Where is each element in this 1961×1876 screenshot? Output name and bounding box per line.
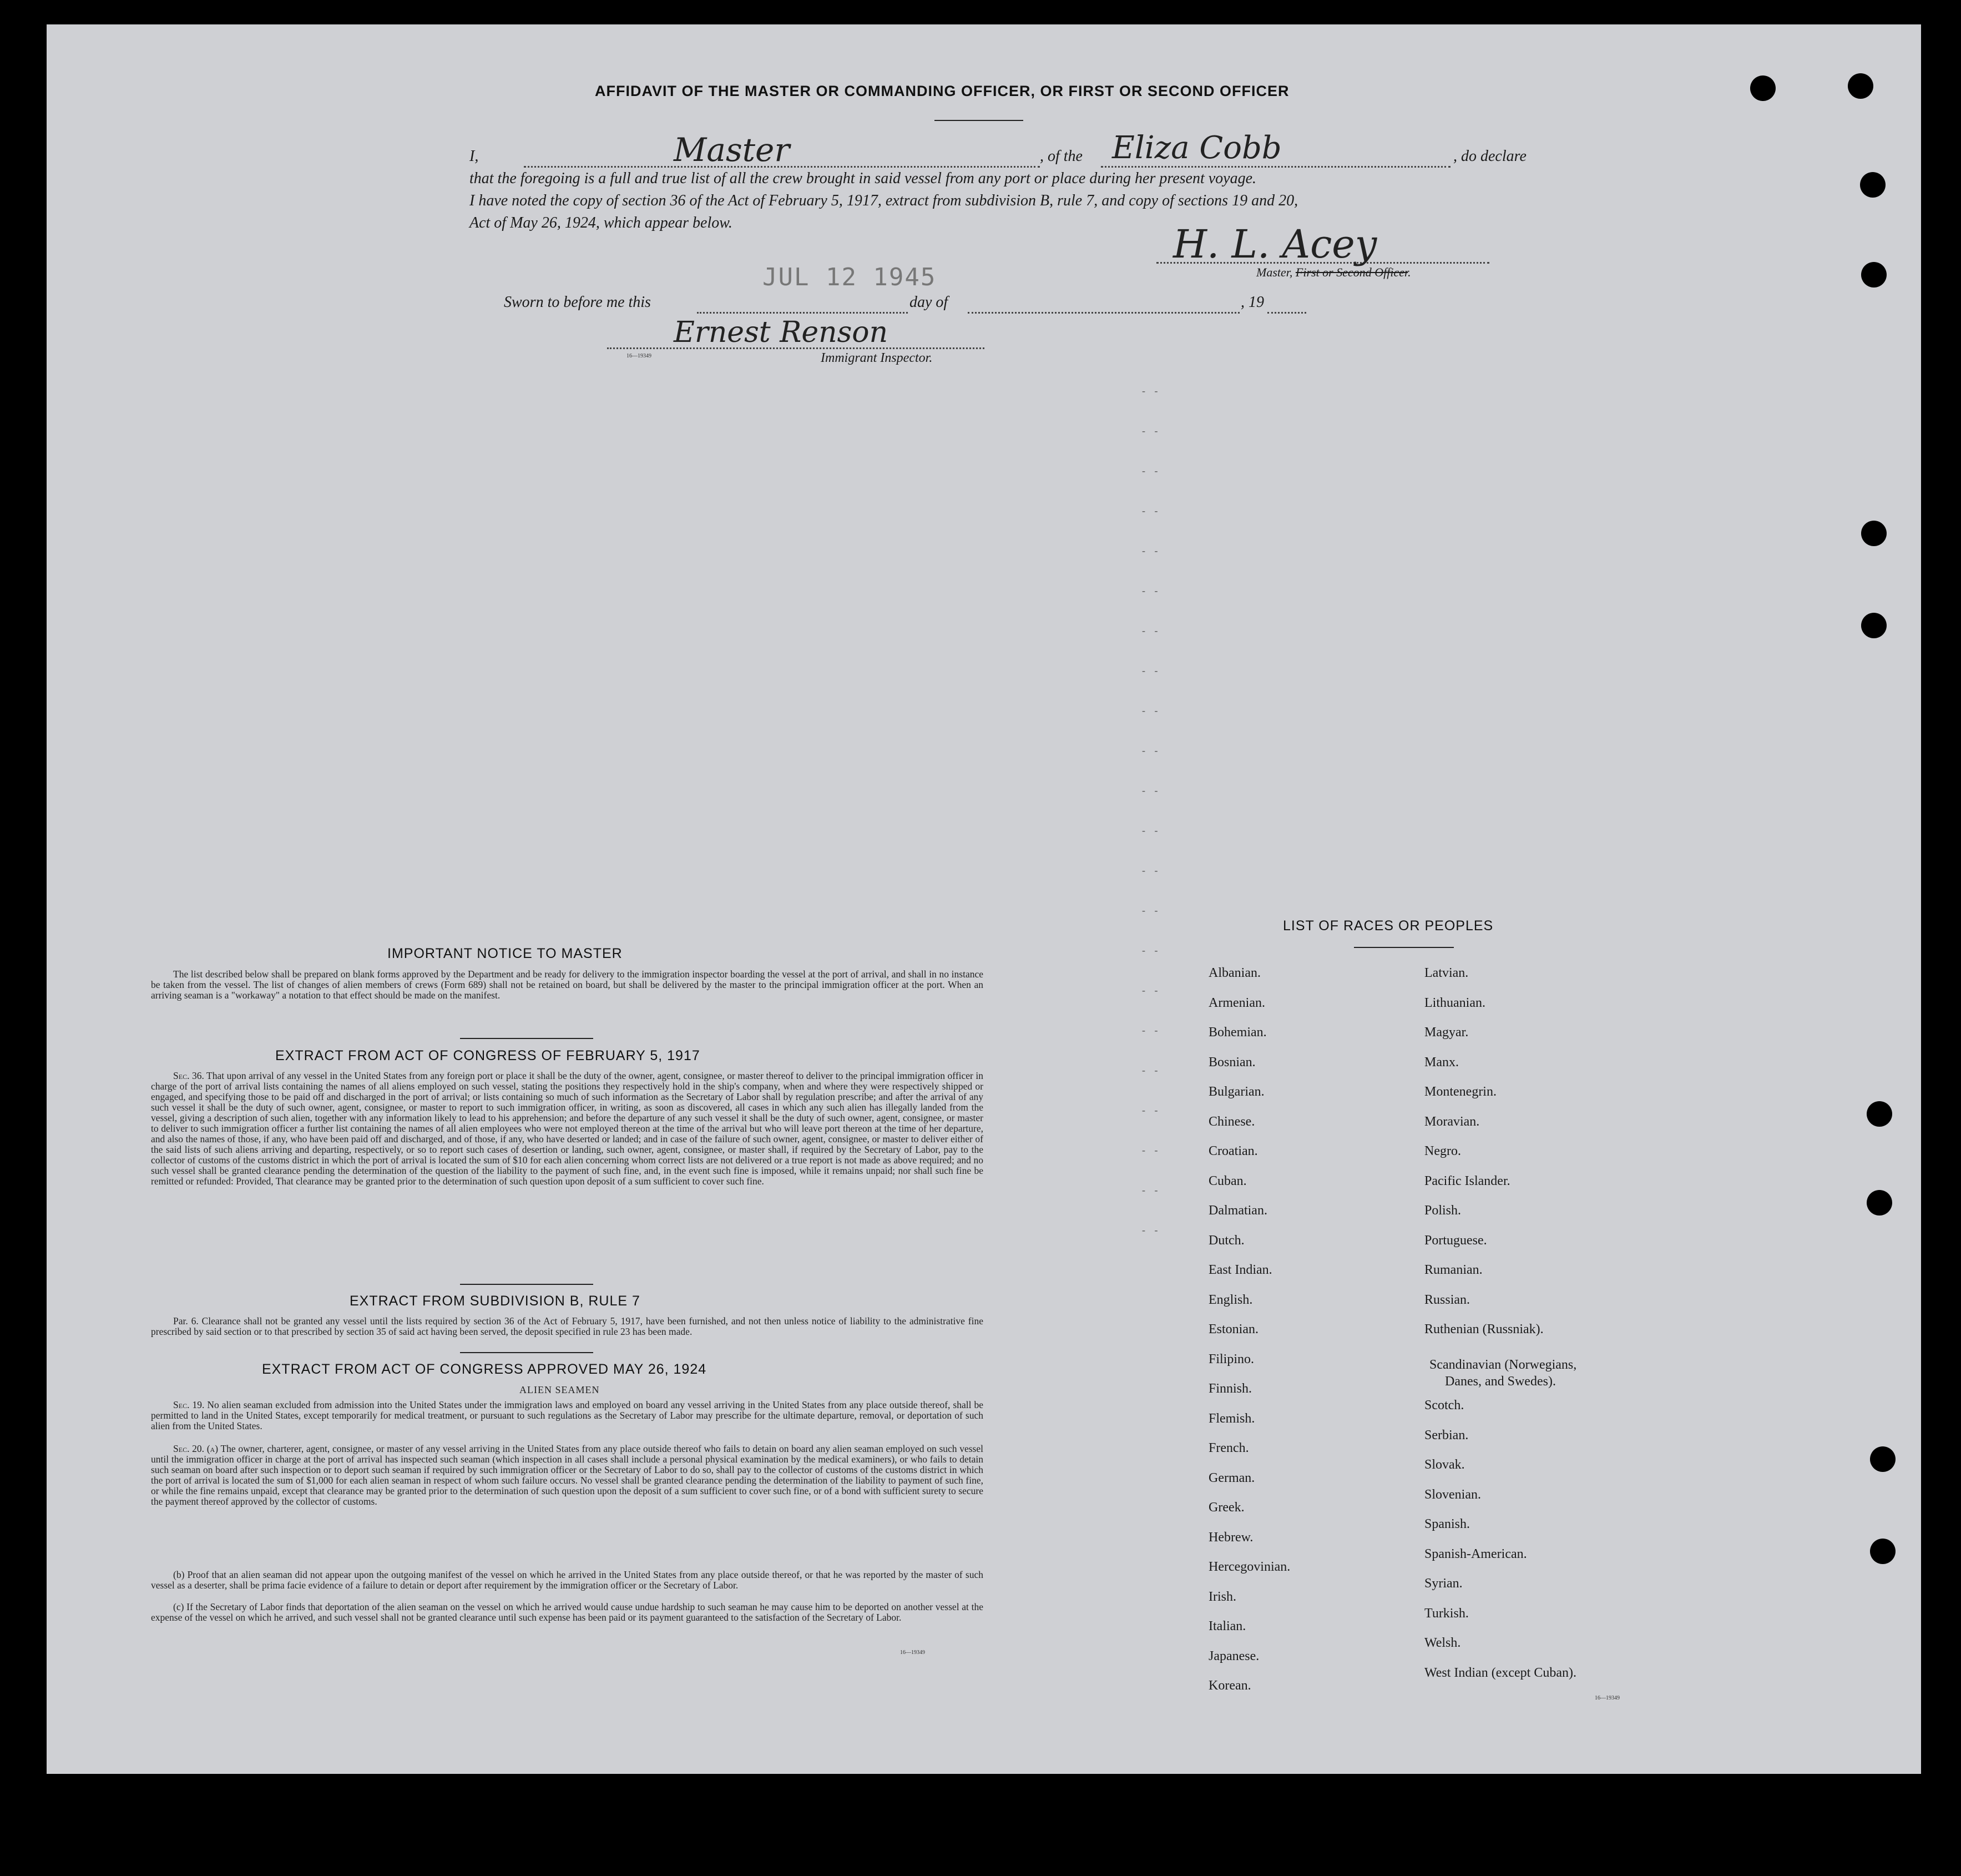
tick-mark: - - [1142,1224,1161,1235]
affidavit-line4: Act of May 26, 1924, which appear below. [469,214,732,231]
race-item: Portuguese. [1424,1233,1487,1248]
form-number: 16—19349 [1595,1695,1620,1701]
race-item: Scotch. [1424,1398,1464,1413]
races-title: LIST OF RACES OR PEOPLES [1283,918,1494,934]
tick-mark: - - [1142,1184,1161,1196]
affidavit-prefix: I, [469,148,479,165]
sec-20-label: Sec. 20. (a) [173,1443,219,1454]
sec-19-label: Sec. 19. [173,1399,205,1410]
tick-mark: - - [1142,745,1161,756]
tick-mark: - - [1142,385,1161,396]
race-item: East Indian. [1209,1263,1272,1277]
form-number: 16—19349 [626,353,651,359]
year-line [1267,312,1306,314]
race-item: Cuban. [1209,1173,1247,1188]
sec-20b: (b) Proof that an alien seaman did not appear upon the outgoing manifest of the vessel on which he arrived in the United States from any place outside thereof, or that he was reported by the master of such vessel as a deserter, shall be prima facie evidence of a failure to detain or deport after requirement by the immigration officer or the Secretary of Labor. [151,1569,983,1591]
race-item: Flemish. [1209,1411,1255,1426]
extract-1917-text [151,1071,983,1187]
of-the-label: , of the [1040,148,1083,165]
race-item: Magyar. [1424,1025,1469,1040]
race-item: Lithuanian. [1424,995,1485,1010]
notice-title: IMPORTANT NOTICE TO MASTER [387,946,623,961]
race-item: Korean. [1209,1678,1251,1693]
signer-title [1256,265,1411,280]
tick-mark: - - [1142,905,1161,916]
race-item: Manx. [1424,1055,1459,1070]
race-item: Scandinavian (Norwegians, [1429,1357,1577,1372]
inspector-handwritten: Ernest Renson [674,316,888,349]
race-item: Filipino. [1209,1351,1255,1366]
affidavit-title: AFFIDAVIT OF THE MASTER OR COMMANDING OFFICER, OR FIRST OR SECOND OFFICER [595,83,1290,99]
declare-label: , do declare [1453,148,1527,165]
tick-mark: - - [1142,945,1161,956]
sec-20a-body: The owner, charterer, agent, consignee, or master of any vessel arriving in the United States from any place outside thereof who fails to detain on board any alien seaman employed on such vessel until the immigration officer in charge at the port of arrival has inspected such seaman (which inspection in all cases shall include a personal physical examination by the medical examiners), or who fails to detain such seaman on board after such inspection or to deport such seaman if required by such immigration officer or the Secretary of Labor to do so, shall pay to the collector of customs of the customs district in which the port of arrival is located the sum of $1,000 for each alien seaman in respect of whom such failure occurs. No vessel shall be granted clearance pending the determination of the liability to payment of such fine, or while the fine remains unpaid, except that clearance may be granted prior to the determination of such question upon the deposit of a sum sufficient to cover such fine, or of a bond with sufficient surety to secure the payment thereof approved by the collector of customs. [151,1443,984,1507]
race-item: Negro. [1424,1144,1461,1158]
divider [460,1038,593,1039]
affidavit-line2: that the foregoing is a full and true list of all the crew brought in said vessel from any port or place during her present voyage. [469,170,1257,187]
race-item: Serbian. [1424,1428,1469,1443]
inspector-title: Immigrant Inspector. [821,351,933,365]
race-item: German. [1209,1470,1255,1485]
alien-seamen-subtitle: ALIEN SEAMEN [519,1384,600,1395]
divider [934,120,1023,121]
race-item: Turkish. [1424,1606,1469,1621]
binder-hole [1867,1101,1892,1127]
signer-title-prefix: Master, [1256,265,1293,279]
tick-mark: - - [1142,425,1161,436]
binder-hole [1848,73,1873,99]
sec-20c: (c) If the Secretary of Labor finds that deportation of the alien seaman on the vessel on which he arrived would cause undue hardship to such seaman he may cause him to be deported on another vessel at the expense of the vessel on which he arrived, and such vessel shall not be granted clearance until such expense has been paid or its payment guaranteed to the satisfaction of the Secretary of Labor. [151,1601,983,1623]
race-item: Welsh. [1424,1636,1461,1650]
race-item: Greek. [1209,1500,1245,1515]
race-item: Bulgarian. [1209,1085,1265,1099]
binder-hole [1861,613,1887,638]
race-item: Russian. [1424,1292,1470,1307]
race-item: Finnish. [1209,1381,1252,1396]
sworn-day-line [697,312,908,314]
race-item: Croatian. [1209,1144,1258,1158]
race-item: Bosnian. [1209,1055,1256,1070]
race-item: West Indian (except Cuban). [1424,1665,1576,1680]
sec-36-body: That upon arrival of any vessel in the United States from any foreign port or place it shall be the duty of the owner, agent, consignee, or master thereof to deliver to the principal immigration officer in charge of the port of arrival lists containing the names of all aliens employed on such vessel, stating the positions they respectively hold in the ship's company, when and where they were respectively shipped or engaged, and specifying those to be paid off and discharged in the port of arrival; or lists containing so much of such information as the Secretary of Labor shall by regulation prescribe; and after the arrival of any such vessel it shall be the duty of such owner, agent, consignee, or master to report to such immigration officer, in writing, as soon as discovered, all cases in which any such alien has illegally landed from the vessel, giving a description of such alien, together with any information likely to lead to his apprehension; and before the departure of any such vessel it shall be the duty of such owner, agent, consignee, or master to deliver to such immigration officer a further list containing the names of all alien employees who were not employed thereon at the time of the arrival but who will leave port thereon at the time of her departure, and also the names of those, if any, who have been paid off and discharged, and of those, if any, who have deserted or landed; and in case of the failure of such owner, agent, consignee, or master to deliver either of the said lists of such aliens arriving and departing, respectively, or so to report such cases of desertion or landing, such owner, agent, consignee, or master shall, if required by the Secretary of Labor, pay to the collector of customs of the customs district in which the port of arrival is located the sum of $10 for each alien concerning whom correct lists are not delivered or a true report is not made as above required; and no such vessel shall be granted clearance pending the determination of the question of the liability to the payment of such fine, and, in the event such fine is imposed, while it remains unpaid; nor shall such fine be remitted or refunded: Provided, That clearance may be granted prior to the determination of such question upon deposit of a sum sufficient to cover such fine. [151,1070,983,1187]
sec-36-label: Sec. 36. [173,1070,204,1081]
notice-text: The list described below shall be prepared on blank forms approved by the Department and be ready for delivery to the immigration inspector boarding the vessel at the port of arrival, and shall in no instance be taken from the vessel. The list of changes of alien members of crews (Form 689) shall not be retained on board, but shall be delivered by the master to the principal immigration officer at the port. When an arriving seaman is a "workaway" a notation to that effect should be made on the manifest. [151,969,983,1001]
tick-mark: - - [1142,1025,1161,1036]
race-item: Hebrew. [1209,1530,1254,1545]
month-line [968,312,1240,314]
race-item: Dalmatian. [1209,1203,1267,1218]
sec-19-body: No alien seaman excluded from admission into the United States under the immigration laws and employed on board any vessel arriving in the United States from any place outside thereof, shall be permitted to land in the United States, except temporarily for medical treatment, or pursuant to such regulations as the Secretary of Labor may prescribe for the ultimate departure, removal, or deportation of such alien from the United States. [151,1399,984,1431]
tick-mark: - - [1142,865,1161,876]
race-item: Rumanian. [1424,1263,1483,1277]
race-item: Danes, and Swedes). [1445,1374,1556,1389]
divider [460,1352,593,1353]
sworn-label: Sworn to before me this [504,294,651,311]
tick-mark: - - [1142,625,1161,636]
race-item: Moravian. [1424,1114,1480,1129]
tick-mark: - - [1142,665,1161,676]
tick-mark: - - [1142,1065,1161,1076]
inspector-line [607,347,984,349]
race-item: Spanish. [1424,1517,1470,1531]
year-prefix: , 19 [1241,294,1264,311]
binder-hole [1870,1446,1896,1472]
binder-hole [1861,262,1887,288]
vessel-handwritten: Eliza Cobb [1112,130,1282,166]
manifest-page [47,24,1921,1774]
day-of-label: day of [909,294,948,311]
tick-mark: - - [1142,465,1161,476]
race-item: French. [1209,1441,1249,1455]
tick-mark: - - [1142,585,1161,596]
race-item: Spanish-American. [1424,1546,1527,1561]
tick-mark: - - [1142,985,1161,996]
race-item: Polish. [1424,1203,1462,1218]
binder-hole [1750,75,1776,101]
tick-mark: - - [1142,505,1161,516]
race-item: Ruthenian (Russniak). [1424,1322,1544,1337]
extract-1924-title: EXTRACT FROM ACT OF CONGRESS APPROVED MAY 26, 1924 [262,1361,707,1377]
race-item: Japanese. [1209,1648,1260,1663]
tick-mark: - - [1142,545,1161,556]
tick-mark: - - [1142,1144,1161,1156]
rank-handwritten: Master [674,131,790,169]
binder-hole [1861,521,1887,546]
form-number: 16—19349 [900,1650,925,1656]
signer-title-suffix: . [1408,265,1411,279]
date-stamp: JUL 12 1945 [762,263,937,291]
tick-mark: - - [1142,785,1161,796]
vessel-line [1101,166,1450,168]
tick-mark: - - [1142,705,1161,716]
race-item: Chinese. [1209,1114,1255,1129]
tick-mark: - - [1142,1105,1161,1116]
race-item: Montenegrin. [1424,1085,1497,1099]
race-item: Estonian. [1209,1322,1259,1337]
sec-20a [151,1444,983,1507]
race-item: Irish. [1209,1589,1236,1604]
binder-hole [1867,1190,1892,1216]
affidavit-line3: I have noted the copy of section 36 of the Act of February 5, 1917, extract from subdivision B, rule 7, and copy of sections 19 and 20, [469,192,1298,209]
signature-handwritten: H. L. Acey [1173,221,1377,267]
race-item: Slovak. [1424,1458,1465,1472]
race-item: Italian. [1209,1619,1246,1633]
race-item: Syrian. [1424,1576,1463,1591]
divider [1354,947,1454,948]
extract-rule7-text: Par. 6. Clearance shall not be granted any vessel until the lists required by section 36 of the Act of February 5, 1917, have been furnished, and not then unless notice of liability to the administrative fine prescribed by said section or to that prescribed by section 35 of said act having been served, the deposit specified in rule 23 has been made. [151,1315,983,1337]
extract-rule7-title: EXTRACT FROM SUBDIVISION B, RULE 7 [350,1293,640,1309]
race-item: Dutch. [1209,1233,1245,1248]
signer-title-struck: First or Second Officer [1295,265,1408,279]
race-item: Albanian. [1209,966,1261,980]
race-item: English. [1209,1292,1253,1307]
divider [460,1284,593,1285]
race-item: Pacific Islander. [1424,1173,1510,1188]
sec-19 [151,1400,983,1431]
race-item: Latvian. [1424,966,1469,980]
binder-hole [1870,1539,1896,1564]
race-item: Armenian. [1209,995,1265,1010]
binder-hole [1860,172,1886,198]
race-item: Hercegovinian. [1209,1560,1291,1574]
extract-1917-title: EXTRACT FROM ACT OF CONGRESS OF FEBRUARY 5, 1917 [275,1048,700,1063]
tick-mark: - - [1142,825,1161,836]
race-item: Bohemian. [1209,1025,1267,1040]
race-item: Slovenian. [1424,1487,1481,1502]
